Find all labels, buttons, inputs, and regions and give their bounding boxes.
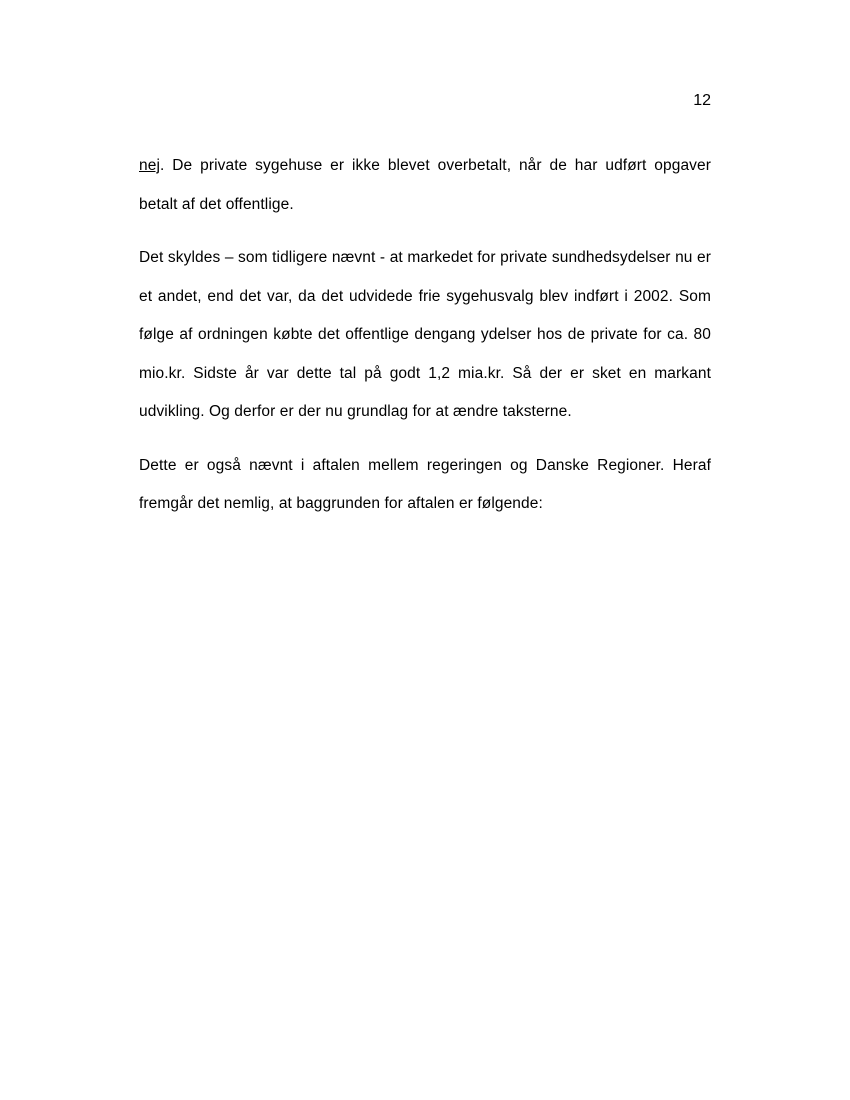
paragraph-3: Dette er også nævnt i aftalen mellem regeringen og Danske Regioner. Heraf fremgår det nemlig, at baggrunden for aftalen er følgende: (139, 456, 711, 512)
page-number: 12 (693, 92, 711, 109)
underlined-word: nej (139, 157, 160, 174)
paragraph-2: Det skyldes – som tidligere nævnt - at markedet for private sundhedsydelser nu er et andet, end det var, da det udvidede frie sygehusvalg blev indført i 2002. Som følge af ordningen købte det offentlige dengang ydelser hos de private for ca. 80 mio.kr. Sidste år var dette tal på godt 1,2 mia.kr. Så der er sket en markant udvikling. Og derfor er der nu grundlag for at ændre taksterne. (139, 249, 711, 420)
body-text (139, 147, 711, 539)
paragraph-1-text: . De private sygehuse er ikke blevet overbetalt, når de har udført opgaver betalt af det offentlige. (139, 157, 711, 213)
paragraph-1 (139, 147, 711, 224)
